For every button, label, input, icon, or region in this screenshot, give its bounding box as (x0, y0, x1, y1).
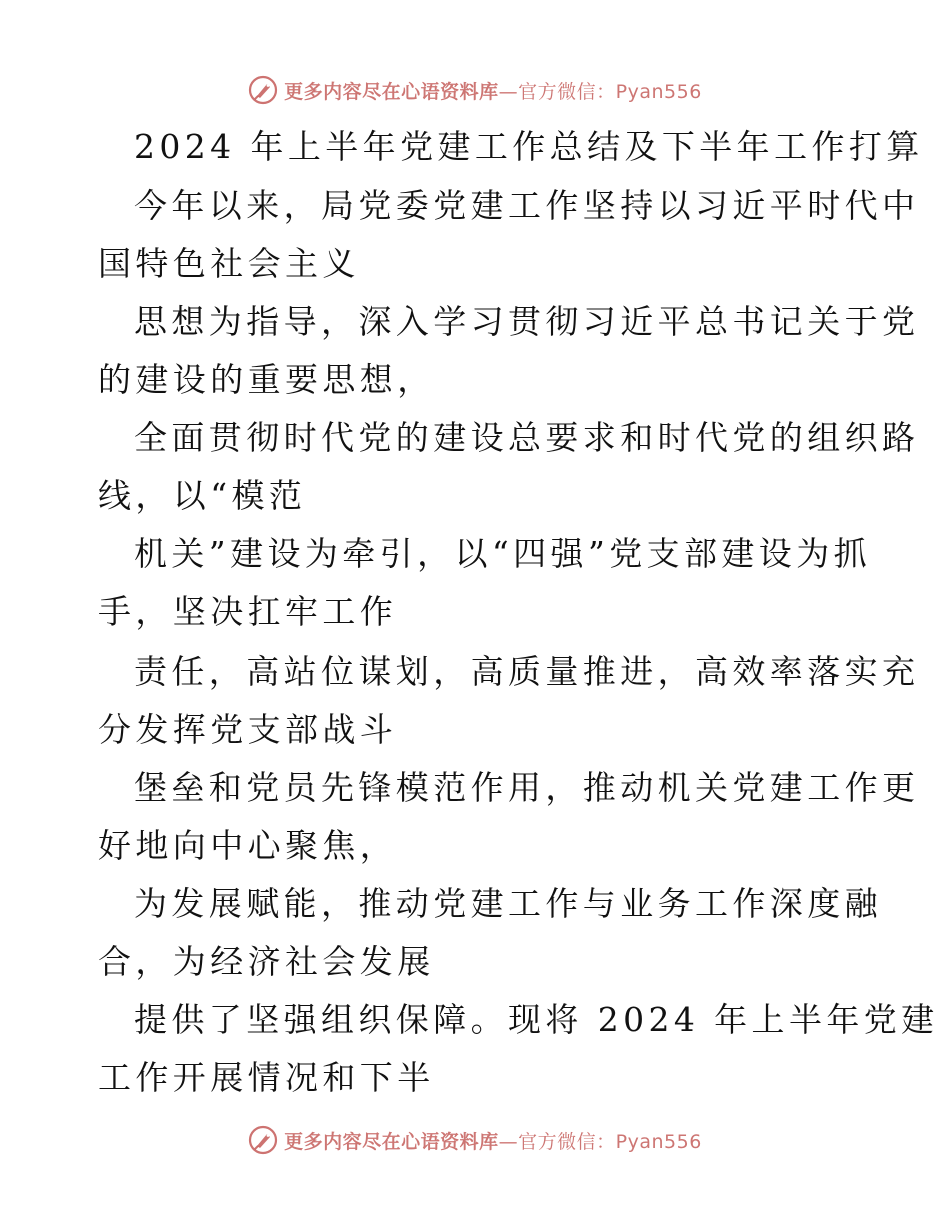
footer-watermark (0, 1120, 950, 1160)
paragraph-line: 提供了坚强组织保障。现将 2024 年上半年党建 (134, 1000, 939, 1039)
header-brand-text: 更多内容尽在心语资料库 (284, 80, 499, 103)
header-separator: — (498, 80, 519, 103)
paragraph-line: 机关”建设为牵引，以“四强”党支部建设为抓 (134, 534, 872, 573)
footer-brand-text: 更多内容尽在心语资料库 (284, 1130, 499, 1153)
paragraph-line: 全面贯彻时代党的建设总要求和时代党的组织路 (134, 418, 920, 457)
paragraph-line: 合，为经济社会发展 (98, 942, 435, 981)
footer-separator: — (498, 1130, 519, 1153)
header-watermark-text (284, 77, 702, 104)
paragraph-line: 国特色社会主义 (98, 244, 360, 283)
paragraph-line: 好地向中心聚焦， (98, 826, 398, 865)
paragraph-line: 堡垒和党员先锋模范作用，推动机关党建工作更 (134, 768, 920, 807)
footer-watermark-text (284, 1127, 702, 1154)
paragraph-line: 为发展赋能，推动党建工作与业务工作深度融 (134, 884, 882, 923)
footer-wechat-text: 官方微信：Pyan556 (518, 1130, 702, 1153)
header-watermark (0, 70, 950, 110)
pen-nib-logo-icon (248, 75, 278, 105)
paragraph-line: 思想为指导，深入学习贯彻习近平总书记关于党 (134, 302, 920, 341)
paragraph-line: 手，坚决扛牢工作 (98, 592, 398, 631)
paragraph-line: 的建设的重要思想， (98, 360, 435, 399)
header-wechat-text: 官方微信：Pyan556 (518, 80, 702, 103)
paragraph-line: 今年以来，局党委党建工作坚持以习近平时代中 (134, 186, 920, 225)
paragraph-line: 线，以“模范 (98, 476, 307, 515)
paragraph-line: 分发挥党支部战斗 (98, 710, 398, 749)
document-title: 2024 年上半年党建工作总结及下半年工作打算 (134, 127, 924, 166)
pen-nib-logo-icon (248, 1125, 278, 1155)
paragraph-line: 责任，高站位谋划，高质量推进，高效率落实充 (134, 652, 920, 691)
paragraph-line: 工作开展情况和下半 (98, 1058, 435, 1097)
